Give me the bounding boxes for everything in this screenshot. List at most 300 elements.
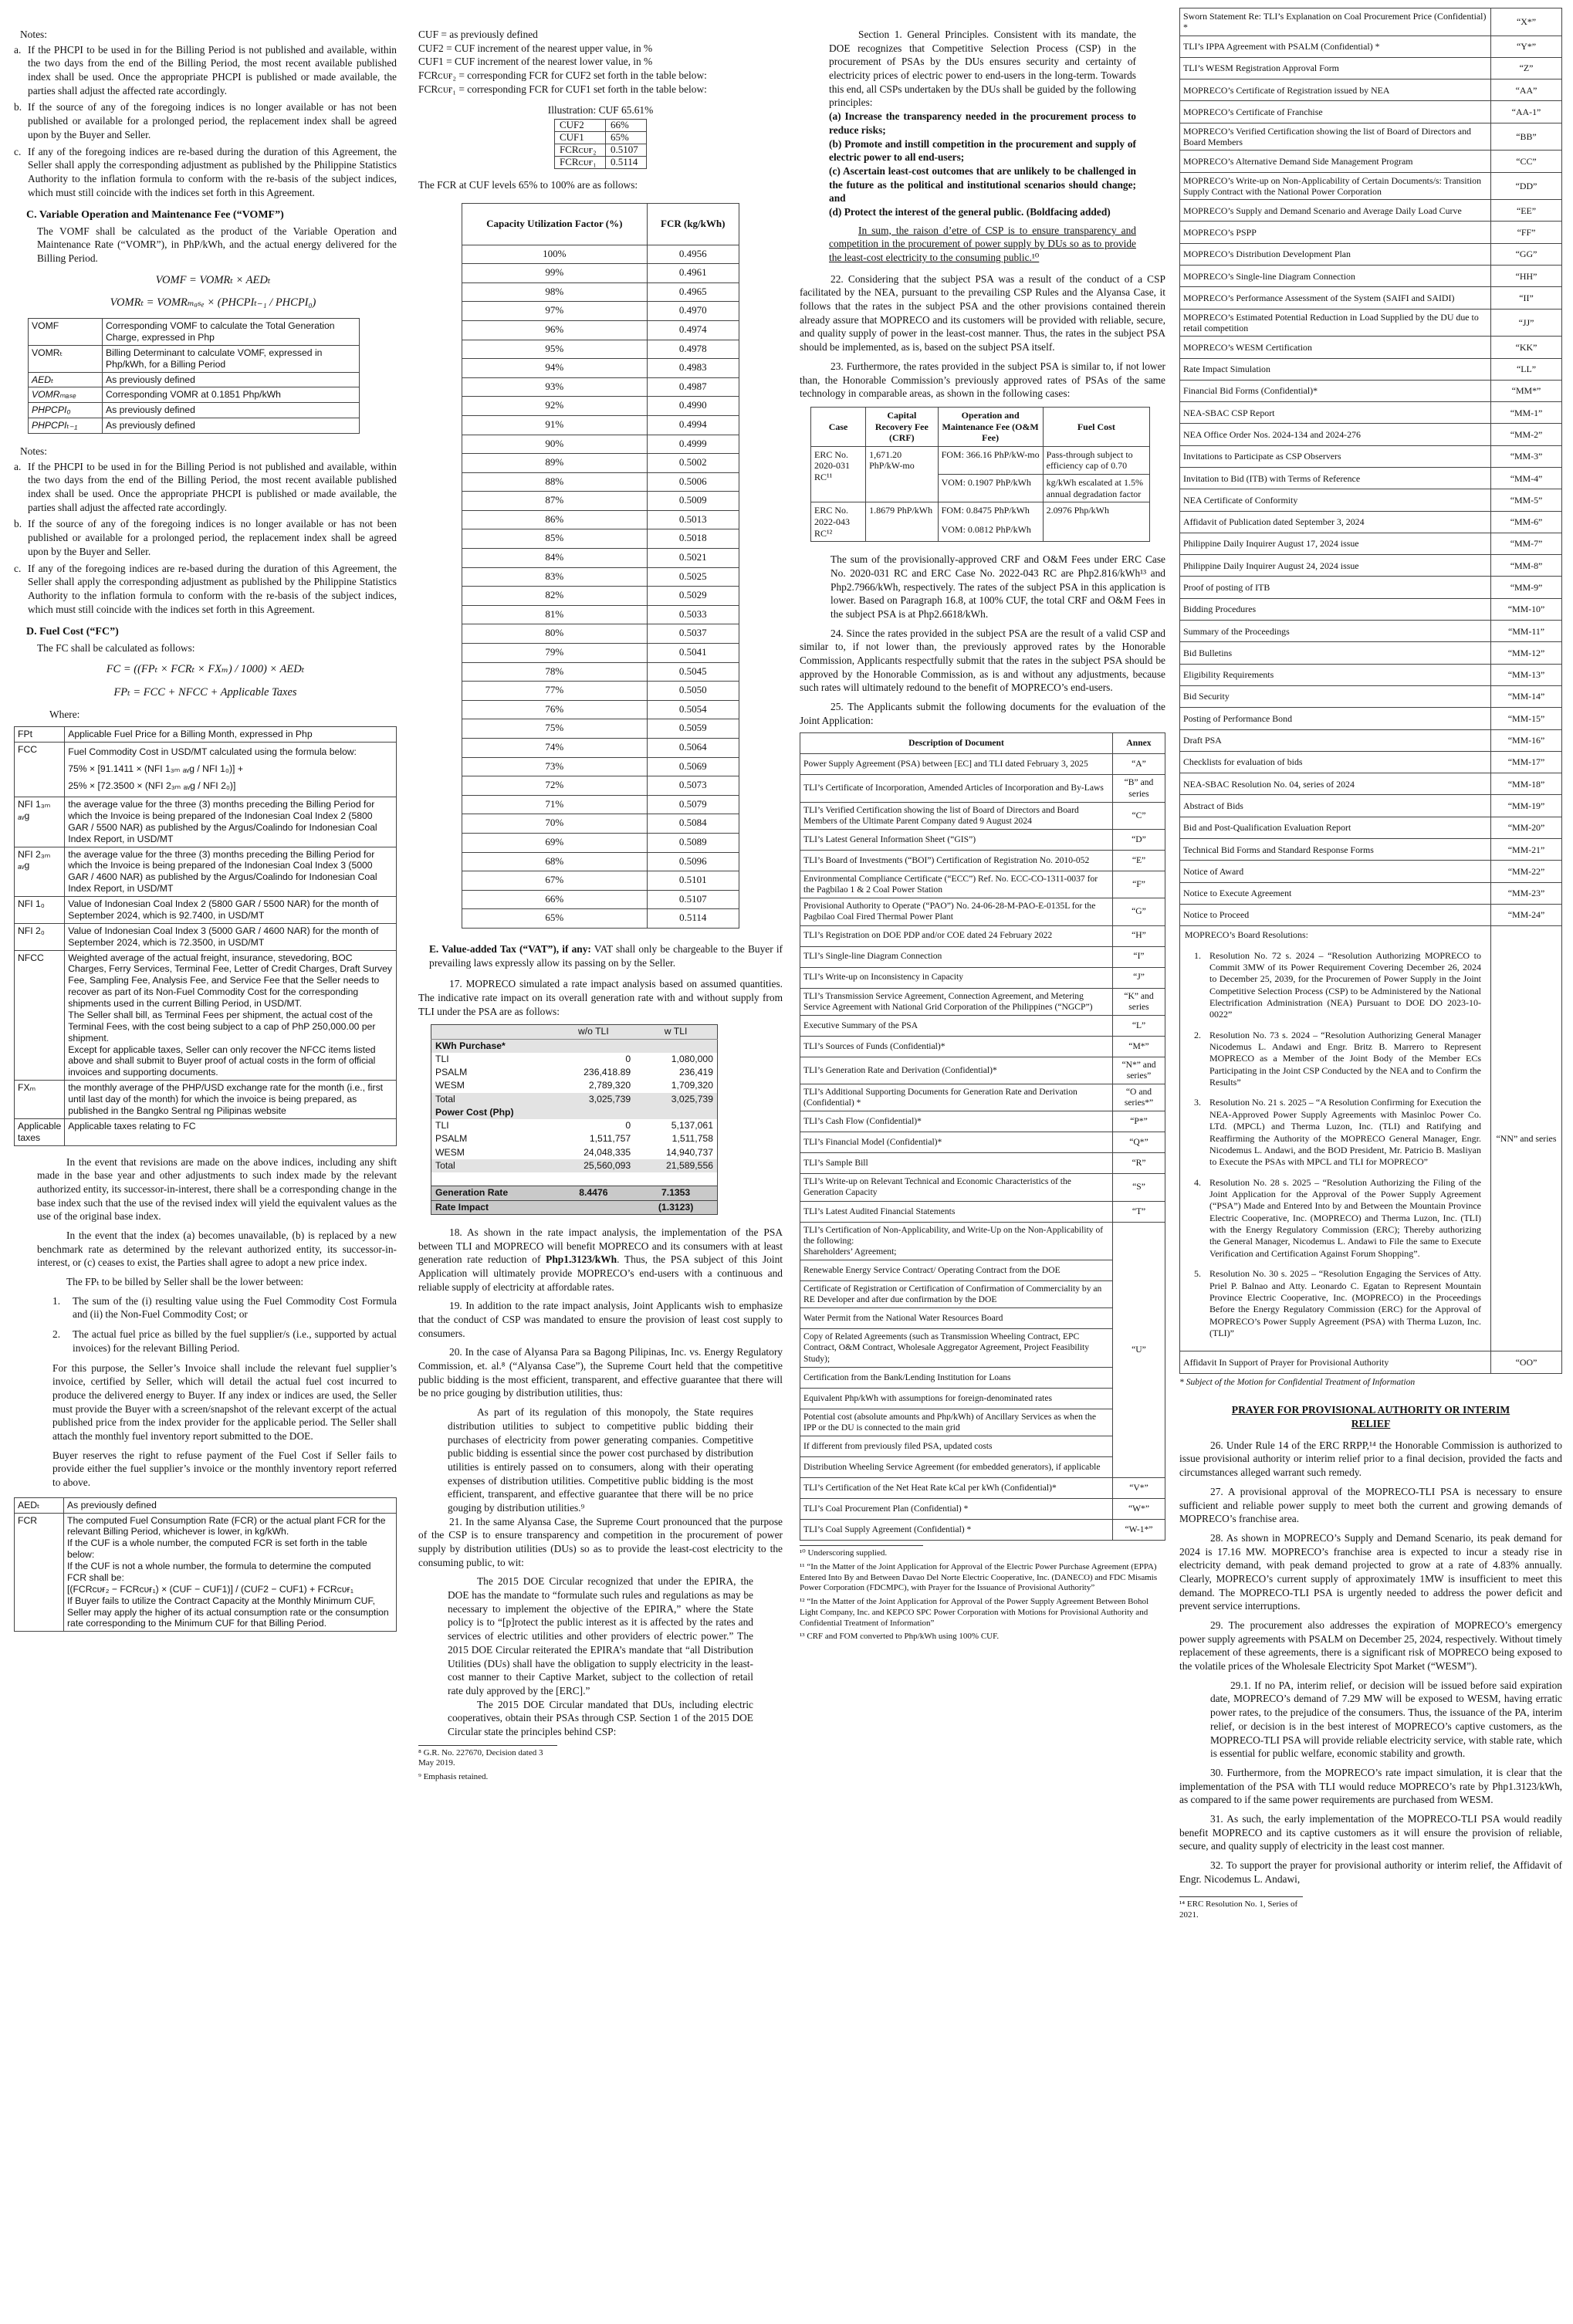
rate-row (431, 1132, 718, 1145)
cuf-cell: 93% (462, 377, 648, 397)
cuf-cell: 82% (462, 587, 648, 606)
docs-header-cell: Description of Document (800, 733, 1113, 754)
annex-row (1180, 424, 1562, 445)
annex-label: “MM-10” (1491, 598, 1562, 620)
term-cell: Applicable taxes (15, 1118, 65, 1145)
document-row (800, 898, 1165, 925)
cuf-cell: 76% (462, 700, 648, 719)
rate-row (431, 1053, 718, 1066)
column-2 (418, 28, 783, 2315)
note-text: If the source of any of the foregoing indices is no longer available or has not been published or available for a prolonged period, the replacement index shall be agreed upon by the Buyer and Seller. (28, 518, 397, 557)
cuf-cell: 88% (462, 472, 648, 492)
fcr-row (462, 397, 739, 416)
annex-description: Invitations to Participate as CSP Observers (1180, 445, 1491, 467)
table-row (15, 950, 397, 1081)
fcr-cell: 0.5002 (647, 454, 739, 473)
rate-value-with-tli: 1,080,000 (671, 1053, 713, 1064)
fcr-row (462, 282, 739, 302)
table-row (29, 345, 360, 372)
fpt-options-list (52, 1294, 397, 1355)
case-fuel: Pass-through subject to efficiency cap of 0.70 (1043, 446, 1149, 474)
document-row (800, 1015, 1165, 1036)
case-vom: VOM: 0.1907 PhP/kWh (938, 475, 1043, 502)
annex-label: “AA” (1491, 79, 1562, 101)
document-row (800, 1153, 1165, 1174)
annex-row (1180, 57, 1562, 79)
document-description: TLI’s Sources of Funds (Confidential)* (800, 1036, 1113, 1057)
fcr-cell: 0.5101 (647, 871, 739, 891)
note-text: If any of the foregoing indices are re-based during the duration of this Agreement, the Seller shall apply the corresponding adjustment as published by the Philippine Statistics Authority to the inflation formula to conform with the re-basis of the subject indices, which must still coincide with the indices set forth in this Agreement. (28, 145, 397, 198)
cuf-definition-line: CUF1 = CUF increment of the nearest lower value, in % (418, 56, 653, 68)
annex-row (1180, 621, 1562, 642)
document-annex: “E” (1113, 850, 1165, 871)
annex-description: Philippine Daily Inquirer August 24, 2024 issue (1180, 555, 1491, 577)
quote-principle-d: (d) Protect the interest of the general public. (Boldfacing added) (829, 205, 1111, 218)
cuf-cell: 99% (462, 264, 648, 283)
rate-header-cell: w TLI (634, 1025, 717, 1039)
rate-label: TLI (435, 1120, 449, 1132)
annex-label: “BB” (1491, 123, 1562, 151)
board-resolutions-list (1194, 950, 1481, 1340)
document-annex: “I” (1113, 946, 1165, 967)
document-description: Environmental Compliance Certificate (“ECC”) Ref. No. ECC-CO-1311-0037 for the Pagbilao 1 & 2 Coal Power Station (800, 871, 1113, 898)
rate-summary-label: Rate Impact (431, 1200, 553, 1214)
annex-label: “HH” (1491, 266, 1562, 287)
illustration-value: 0.5114 (605, 156, 646, 168)
annex-row (1180, 882, 1562, 904)
star-note: * Subject of the Motion for Confidential Treatment of Information (1179, 1376, 1416, 1387)
document-row-u (800, 1388, 1165, 1409)
case-number: ERC No. 2022-043 RC¹² (811, 502, 866, 542)
rate-row (431, 1079, 718, 1092)
annex-label: “MM-3” (1491, 445, 1562, 467)
document-annex: “U” (1113, 1222, 1165, 1477)
annex-label: “X*” (1491, 8, 1562, 36)
annex-row (1180, 445, 1562, 467)
definition-cell: The computed Fuel Consumption Rate (FCR) or the actual plant FCR for the relevant Billing Period, whichever is lower, in kg/kWh. If the CUF is a whole number, the computed FCR is set forth in the table below: If the CUF is not a whole number, the formula to determine the computed FCR shall be: [(FCRᴄᴜғ₂ − FCRᴄᴜғ₁) × (CUF − CUF1)] / (CUF2 − CUF1) + FCRᴄᴜғ₁ If Buyer fails to utilize the Contract Capacity at the Monthly Minimum CUF, Seller may apply the higher of its actual consumption rate or the consumption rate corresponding to the Minimum CUF for that Billing Period. (64, 1513, 397, 1632)
docs-header-row (800, 733, 1165, 754)
note-item (14, 145, 397, 200)
cuf-cell: 79% (462, 644, 648, 663)
table-row (15, 1513, 397, 1632)
document-row-u (800, 1260, 1165, 1281)
document-row (800, 925, 1165, 946)
document-row (800, 871, 1165, 898)
definition-cell: Corresponding VOMR at 0.1851 Php/kWh (103, 387, 360, 403)
annex-row (1180, 1351, 1562, 1373)
para-buyer-rights: Buyer reserves the right to refuse payment of the Fuel Cost if Seller fails to provide either the fuel supplier’s invoice or the monthly inventory report referred to above. (52, 1449, 397, 1489)
annex-row (1180, 358, 1562, 380)
fcr-row (462, 852, 739, 871)
table-row (15, 797, 397, 847)
document-annex: “T” (1113, 1201, 1165, 1222)
rate-label: WESM (435, 1080, 465, 1091)
annex-description: Proof of posting of ITB (1180, 577, 1491, 598)
rate-value-without-tli: 3,025,739 (553, 1093, 635, 1106)
annex-row (1180, 8, 1562, 36)
rate-section-label: Power Cost (Php) (431, 1106, 718, 1119)
fcr-intro: The FCR at CUF levels 65% to 100% are as follows: (418, 178, 638, 191)
annex-label: “MM-17” (1491, 751, 1562, 773)
fcr-cell: 0.4961 (647, 264, 739, 283)
fcr-cell: 0.5033 (647, 605, 739, 624)
document-description: TLI’s Cash Flow (Confidential)* (800, 1111, 1113, 1132)
annex-description: Bidding Procedures (1180, 598, 1491, 620)
cuf-cell: 69% (462, 833, 648, 852)
column-1 (14, 28, 397, 2315)
table-row (29, 319, 360, 346)
document-description: TLI’s Certification of the Net Heat Rate kCal per kWh (Confidential)* (800, 1478, 1113, 1499)
annex-row (1180, 598, 1562, 620)
rate-header-row (431, 1025, 718, 1039)
quote-21a: The 2015 DOE Circular recognized that under the EPIRA, the DOE has the mandate to “formulate such rules and regulations as may be necessary to implement the objective of the EPIRA,” where the State policy is to “[p]rotect the public interest as it is affected by the rates and services of electric utilities and other providers of electric power.” The 2015 DOE Circular reiterated the EPIRA’s mandate that “all Distribution Utilities (DUs) shall have the obligation to supply electricity in the least-cost manner to their Captive Market, subject to the collection of retail rate duly approved by the [ERC].” (448, 1575, 753, 1696)
annex-description: Philippine Daily Inquirer August 17, 2024 issue (1180, 533, 1491, 554)
term-cell: PHPCPIₜ₋₁ (29, 418, 103, 434)
footnote-13: ¹³ CRF and FOM converted to Php/kWh using 100% CUF. (800, 1632, 1000, 1642)
para-23: 23. Furthermore, the rates provided in the subject PSA is similar to, if not lower than, the Honorable Commission’s previously approved rates of PSAs of the same technology in comparable areas, as shown in the following cases: (800, 360, 1165, 400)
para-22: 22. Considering that the subject PSA was a result of the conduct of a CSP facilitated by the NEA, pursuant to the prevailing CSP Rules and the Alyansa Case, it follows that the rates in the subject PSA and the other provisions contained therein already assure that MOPRECO and its customers will be provided with reliable, secure, and quality supply of power in the least-cost manner. Thus, the rates in the subject PSA should be implemented, as is, based on the subject PSA itself. (800, 272, 1165, 354)
cuf-definition-line: FCRᴄᴜғ₂ = corresponding FCR for CUF2 set forth in the table below: (418, 69, 707, 82)
document-annex: “K” and series (1113, 988, 1165, 1015)
para-30: 30. Furthermore, from the MOPRECO’s rate impact simulation, it is clear that the implementation of the PSA with TLI would reduce MOPRECO’s rate by Php1.3123/kWh, as compared to if the same power requirements are purchased from WESM. (1179, 1766, 1562, 1806)
cuf-cell: 96% (462, 320, 648, 340)
para-28: 28. As shown in MOPRECO’s Supply and Demand Scenario, its peak demand for 2024 is 17.16 MW. MOPRECO’s franchise area is expected to incur a steady rise in electricity demand, with peak demand projected to grow at a rate of 4.83% annually. Clearly, MOPRECO’s current supply of approximately 1MW is insufficient to meet this demand. The MOPRECO-TLI PSA is urgently needed to address the power deficit and prevent service interruptions. (1179, 1531, 1562, 1612)
cuf-cell: 81% (462, 605, 648, 624)
board-resolution-text: Resolution No. 72 s. 2024 – “Resolution Authorizing MOPRECO to Commit 3MW of its Power Requirement Covering December 26, 2024 to December 25, 2039, for the Procuremen of Power Supply in the Joint Competitive Selection Process (CSP) to be Administered by the National Electrification Administration (NEA) Pursuant to DOE DO 2023-10-0022” (1209, 949, 1481, 1020)
annex-description: Checklists for evaluation of bids (1180, 751, 1491, 773)
quote-summary: In sum, the raison d’etre of CSP is to ensure transparency and competition in the procurement of power supply by DUs so as to provide the least-cost electricity to the consuming public.¹⁰ (829, 224, 1136, 263)
rate-value-without-tli: 1,511,757 (589, 1133, 631, 1145)
document-description: TLI’s Latest General Information Sheet (“GIS”) (800, 829, 1113, 850)
definition-cell: the average value for the three (3) months preceding the Billing Period for which the Invoice is being prepared of the Indonesian Coal Index 2 (5800 GAR / 5500 NAR) as published by the Argus/Coalindo for Indonesian Coal Index Report, in USD/MT (65, 797, 397, 847)
fcr-row (462, 776, 739, 796)
annex-description: NEA-SBAC CSP Report (1180, 402, 1491, 424)
quote-21b: The 2015 DOE Circular mandated that DUs, including electric cooperatives, obtain their PSAs through CSP. Section 1 of the 2015 DOE Circular state the principles behind CSP: (448, 1698, 753, 1737)
annex-description: Affidavit of Publication dated September 3, 2024 (1180, 511, 1491, 533)
fcr-cell: 0.4974 (647, 320, 739, 340)
document-row (800, 1201, 1165, 1222)
para-24: 24. Since the rates provided in the subject PSA are the result of a valid CSP and similar to, if not lower than, the previously approved rates by the Honorable Commission, Applicants respectfully submit that the rates in the subject PSA should be approved by the Honorable Commission, as is and without any adjustments, because such rates will ultimately redound to the benefit of MOPRECO’s end-users. (800, 627, 1165, 694)
annex-label: “MM-23” (1491, 882, 1562, 904)
footnote-10: ¹⁰ Underscoring supplied. (800, 1545, 923, 1559)
annex-label: “EE” (1491, 200, 1562, 222)
fcr-row (462, 302, 739, 321)
definition-cell: Value of Indonesian Coal Index 2 (5800 GAR / 5500 NAR) for the month of September 2024, which is 92.7400, in USD/MT (65, 897, 397, 924)
rate-row (431, 1066, 718, 1079)
document-description: TLI’s Financial Model (Confidential)* (800, 1132, 1113, 1153)
annex-label: “MM-21” (1491, 839, 1562, 861)
rate-header-cell (431, 1025, 553, 1039)
rate-value-with-tli: 3,025,739 (634, 1093, 717, 1106)
fcr-cell: 0.5089 (647, 833, 739, 852)
annex-label: “JJ” (1491, 309, 1562, 337)
annex-description: Financial Bid Forms (Confidential)* (1180, 380, 1491, 401)
annex-label: “MM-22” (1491, 861, 1562, 882)
document-row (800, 967, 1165, 988)
annex-description: Sworn Statement Re: TLI’s Explanation on Coal Procurement Price (Confidential) * (1180, 8, 1491, 36)
definition-cell: As previously defined (64, 1497, 397, 1513)
fcr-row (462, 454, 739, 473)
fc-equation-1: FC = ((FPₜ × FCRₜ × FXₘ) / 1000) × AEDₜ (106, 663, 305, 676)
annex-description: Bid Security (1180, 685, 1491, 707)
rate-value-with-tli: 5,137,061 (671, 1120, 713, 1132)
annex-label: “MM-14” (1491, 685, 1562, 707)
footnote-14: ¹⁴ ERC Resolution No. 1, Series of 2021. (1179, 1896, 1303, 1921)
illustration-label: FCRᴄᴜғ₁ (555, 156, 606, 168)
fc-heading: D. Fuel Cost (“FC”) (26, 626, 119, 638)
fcr-row (462, 359, 739, 378)
notes-list-1 (14, 43, 397, 200)
fcr-row (462, 700, 739, 719)
footnote-9: ⁹ Emphasis retained. (418, 1772, 489, 1782)
para-sum-crf: The sum of the provisionally-approved CRF and O&M Fees under ERC Case No. 2020-031 RC and ERC Case No. 2022-043 RC are Php2.816/kWh¹³ and Php2.7966/kWh, respectively. The rates of the subject PSA in this application is lower. Based on Paragraph 16.8, at 100% CUF, the total CRF and O&M Fees in the subject PSA is at Php2.6618/kWh. (830, 553, 1165, 620)
rate-section-row (431, 1106, 718, 1119)
annex-description: Notice to Execute Agreement (1180, 882, 1491, 904)
term-cell: FPt (15, 727, 65, 743)
note-item (14, 460, 397, 515)
board-resolutions-annex: “NN” and series (1491, 926, 1562, 1351)
document-row-u (800, 1222, 1165, 1260)
annex-row (1180, 664, 1562, 685)
document-row-u (800, 1281, 1165, 1308)
cuf-cell: 74% (462, 739, 648, 758)
illustration-label: CUF2 (555, 120, 606, 132)
fcr-row (462, 340, 739, 359)
document-annex: “W*” (1113, 1499, 1165, 1520)
table-row (15, 923, 397, 950)
rate-spacer (431, 1172, 718, 1186)
fcr-row (462, 587, 739, 606)
annex-label: “MM-11” (1491, 621, 1562, 642)
document-description: Certificate of Registration or Certification of Confirmation of Commerciality by an RE Developer and after due confirmation by the DOE (800, 1281, 1113, 1308)
document-description: TLI’s Coal Procurement Plan (Confidential) * (800, 1499, 1113, 1520)
cuf-cell: 85% (462, 529, 648, 549)
annex-label: “MM-24” (1491, 904, 1562, 925)
fcr-header-row (462, 203, 739, 245)
document-description: TLI’s Additional Supporting Documents for Generation Rate and Derivation (Confidential) * (800, 1084, 1113, 1111)
illustration-table (554, 119, 647, 169)
document-row (800, 802, 1165, 829)
vomf-equation-1: VOMF = VOMRₜ × AEDₜ (155, 273, 271, 286)
board-resolution-item (1194, 1268, 1481, 1339)
cuf-cell: 89% (462, 454, 648, 473)
definition-cell: Applicable taxes relating to FC (65, 1118, 397, 1145)
fpt-marker: 1. (52, 1294, 61, 1307)
board-resolution-item (1194, 950, 1481, 1021)
rate-summary-without (553, 1200, 635, 1214)
rate-value-without-tli: 25,560,093 (553, 1159, 635, 1172)
document-description: TLI’s Certificate of Incorporation, Amended Articles of Incorporation and By-Laws (800, 775, 1113, 802)
annex-row (1180, 337, 1562, 358)
documents-table (800, 732, 1165, 1541)
illustration-row (555, 144, 647, 157)
fcr-cell: 0.5009 (647, 492, 739, 511)
document-description: Potential cost (absolute amounts and Php/kWh) of Ancillary Services as when the IPP or the DU is connected to the main grid (800, 1409, 1113, 1436)
cuf-cell: 67% (462, 871, 648, 891)
annex-label: “KK” (1491, 337, 1562, 358)
rate-value-with-tli: 14,940,737 (666, 1146, 713, 1158)
fpt-item (52, 1294, 397, 1321)
annex-row (1180, 36, 1562, 57)
annex-description: MOPRECO’s PSPP (1180, 222, 1491, 243)
document-description: TLI’s Coal Supply Agreement (Confidential) * (800, 1520, 1113, 1541)
fcr-cell: 0.4990 (647, 397, 739, 416)
table-row (29, 387, 360, 403)
note-text: If the PHCPI to be used in for the Billing Period is not published and available, within the two days from the end of the Billing Period, the most recent available published index shall be used. Once the appropriate PHCPI is published or made available, the parties shall adjust the affected rate accordingly. (28, 43, 397, 96)
document-description: Executive Summary of the PSA (800, 1015, 1113, 1036)
definition-cell: Applicable Fuel Price for a Billing Month, expressed in Php (65, 727, 397, 743)
document-annex: “D” (1113, 829, 1165, 850)
para-18-text-a: 18. As shown in the rate impact analysis, the implementation of the PSA between TLI and MOPRECO will benefit MOPRECO and its consumers with at least generation rate reduction of (418, 1226, 783, 1266)
para-18-amount: Php1.3123/kWh (546, 1253, 617, 1266)
para-18 (418, 1226, 783, 1294)
table-row (15, 1497, 397, 1513)
document-annex: “G” (1113, 898, 1165, 925)
rate-label: PSALM (435, 1067, 468, 1078)
fcr-row (462, 644, 739, 663)
board-resolution-text: Resolution No. 30 s. 2025 – “Resolution Engaging the Services of Atty. Priel P. Balnao and Atty. Leonardo C. Egatan to Represent Mountain Province Electric Cooperative, Inc. (MOPRECO) in the Proceedings Before the Energy Regulatory Commission (ERC) for the Approval of MOPRECO’s Power Supply Agreement (PSA) with Therma Luzon, Inc. (TLI)” (1209, 1268, 1481, 1338)
document-description: Equivalent Php/kWh with assumptions for foreign-denominated rates (800, 1388, 1113, 1409)
annex-row (1180, 402, 1562, 424)
document-row-u (800, 1329, 1165, 1367)
rate-value-without-tli: 0 (625, 1120, 631, 1132)
note-marker: c. (14, 145, 22, 157)
annex-row (1180, 751, 1562, 773)
annex-description: Technical Bid Forms and Standard Response Forms (1180, 839, 1491, 861)
table-row (15, 727, 397, 743)
annex-row (1180, 729, 1562, 751)
fcr-row (462, 529, 739, 549)
annex-label: “MM*” (1491, 380, 1562, 401)
cuf-cell: 68% (462, 852, 648, 871)
annex-row (1180, 817, 1562, 838)
annex-description: MOPRECO’s Performance Assessment of the System (SAIFI and SAIDI) (1180, 287, 1491, 309)
document-description: Provisional Authority to Operate (“PAO”) No. 24-06-28-M-PAO-E-0135L for the Pagbilao Coal Fired Thermal Power Plant (800, 898, 1113, 925)
table-row (15, 1118, 397, 1145)
table-row (15, 847, 397, 897)
case-crf: 1.8679 PhP/kWh (866, 502, 938, 542)
note-item (14, 43, 397, 98)
document-row-u (800, 1436, 1165, 1457)
fcr-row (462, 472, 739, 492)
term-cell: FXₘ (15, 1081, 65, 1119)
annex-description: TLI’s IPPA Agreement with PSALM (Confidential) * (1180, 36, 1491, 57)
annex-description: Notice of Award (1180, 861, 1491, 882)
fcr-cell: 0.5084 (647, 814, 739, 834)
annex-label: “MM-19” (1491, 795, 1562, 817)
fcr-cell: 0.5006 (647, 472, 739, 492)
fcr-cell: 0.5021 (647, 549, 739, 568)
annex-description: NEA Office Order Nos. 2024-134 and 2024-276 (1180, 424, 1491, 445)
fcr-cell: 0.4999 (647, 435, 739, 454)
rate-summary-label: Generation Rate (431, 1186, 553, 1200)
fcr-cell: 0.5064 (647, 739, 739, 758)
quote-principle-a: (a) Increase the transparency needed in the procurement process to reduce risks; (829, 110, 1136, 136)
fcr-row (462, 662, 739, 682)
fcr-cell: 0.5079 (647, 795, 739, 814)
annex-row (1180, 904, 1562, 925)
fcr-row (462, 377, 739, 397)
note-item (14, 562, 397, 617)
document-row (800, 1084, 1165, 1111)
annex-description: Summary of the Proceedings (1180, 621, 1491, 642)
rate-row (431, 1093, 718, 1106)
annex-label: “MM-9” (1491, 577, 1562, 598)
annex-label: “II” (1491, 287, 1562, 309)
annex-label: “MM-15” (1491, 708, 1562, 729)
document-row (800, 754, 1165, 775)
case-row-2 (811, 502, 1150, 542)
rate-label: PSALM (435, 1133, 468, 1145)
rate-value-with-tli: 21,589,556 (634, 1159, 717, 1172)
cuf-cell: 84% (462, 549, 648, 568)
fcr-cell: 0.5059 (647, 719, 739, 739)
document-annex: “H” (1113, 925, 1165, 946)
annex-row (1180, 685, 1562, 707)
document-annex: “L” (1113, 1015, 1165, 1036)
document-description: Certification from the Bank/Lending Institution for Loans (800, 1367, 1113, 1388)
cuf-cell: 70% (462, 814, 648, 834)
annex-description: MOPRECO’s Supply and Demand Scenario and Average Daily Load Curve (1180, 200, 1491, 222)
fcr-cell: 0.5069 (647, 757, 739, 776)
annex-row (1180, 101, 1562, 123)
term-cell: NFCC (15, 950, 65, 1081)
illustration-label: CUF1 (555, 132, 606, 144)
annex-description: MOPRECO’s WESM Certification (1180, 337, 1491, 358)
para-21: 21. In the same Alyansa Case, the Supreme Court pronounced that the purpose of the CSP is to ensure transparency and competition in the procurement of power supply by distribution utilities (DUs) so as to provide the least-cost electricity to the consuming public, to wit: (418, 1515, 783, 1568)
rate-summary-without: 8.4476 (553, 1186, 635, 1200)
fcr-cell: 0.5041 (647, 644, 739, 663)
annex-label: “MM-7” (1491, 533, 1562, 554)
rate-summary-row (431, 1186, 718, 1200)
note-text: If the source of any of the foregoing indices is no longer available or has not been published or available for a prolonged period, the replacement index shall be agreed upon by the Buyer and Seller. (28, 101, 397, 140)
table-row (15, 897, 397, 924)
annex-row (1180, 309, 1562, 337)
fcr-table (462, 203, 739, 929)
document-annex: “N*” and series” (1113, 1057, 1165, 1084)
annex-label: “OO” (1491, 1351, 1562, 1373)
document-row (800, 1520, 1165, 1541)
definition-cell: As previously defined (103, 372, 360, 387)
fcr-cell: 0.5025 (647, 567, 739, 587)
case-fom: FOM: 0.8475 PhP/kWh (941, 505, 1030, 516)
rate-value-without-tli: 0 (625, 1053, 631, 1064)
document-row-u (800, 1367, 1165, 1388)
document-annex: “F” (1113, 871, 1165, 898)
annex-description: MOPRECO’s Write-up on Non-Applicability of Certain Documents/s: Transition Supply Contract with the National Power Corporation (1180, 172, 1491, 200)
document-description: Water Permit from the National Water Resources Board (800, 1308, 1113, 1329)
rate-value-without-tli: 2,789,320 (588, 1080, 631, 1091)
cuf-cell: 75% (462, 719, 648, 739)
fcr-row (462, 814, 739, 834)
annex-row (1180, 79, 1562, 101)
vomf-heading: C. Variable Operation and Maintenance Fee (“VOMF”) (26, 209, 284, 222)
fcr-cell: 0.5107 (647, 890, 739, 909)
cuf-cell: 78% (462, 662, 648, 682)
annex-label: “MM-6” (1491, 511, 1562, 533)
cuf-cell: 91% (462, 415, 648, 435)
document-description: TLI’s Write-up on Inconsistency in Capacity (800, 967, 1113, 988)
illustration-row (555, 132, 647, 144)
note-text: If any of the foregoing indices are re-based during the duration of this Agreement, the Seller shall apply the corresponding adjustment as published by the Philippine Statistics Authority to the inflation formula to conform with the re-basis of the subject indices, which must still coincide with the indices set forth in this Agreement. (28, 562, 397, 615)
fcr-cell: 0.4994 (647, 415, 739, 435)
cuf-cell: 97% (462, 302, 648, 321)
case-fom: FOM: 366.16 PhP/kW-mo (938, 446, 1043, 474)
para-20: 20. In the case of Alyansa Para sa Bagong Pilipinas, Inc. vs. Energy Regulatory Commission, et. al.⁸ (“Alyansa Case”), the Supreme Court held that the competitive public bidding is the most efficient, transparent, and effective guarantee that there will be no price gouging by distribution utilities, thus: (418, 1346, 783, 1399)
board-resolution-marker: 3. (1194, 1097, 1201, 1108)
annex-description: NEA-SBAC Resolution No. 04, series of 2024 (1180, 773, 1491, 795)
annex-description: MOPRECO’s Single-line Diagram Connection (1180, 266, 1491, 287)
